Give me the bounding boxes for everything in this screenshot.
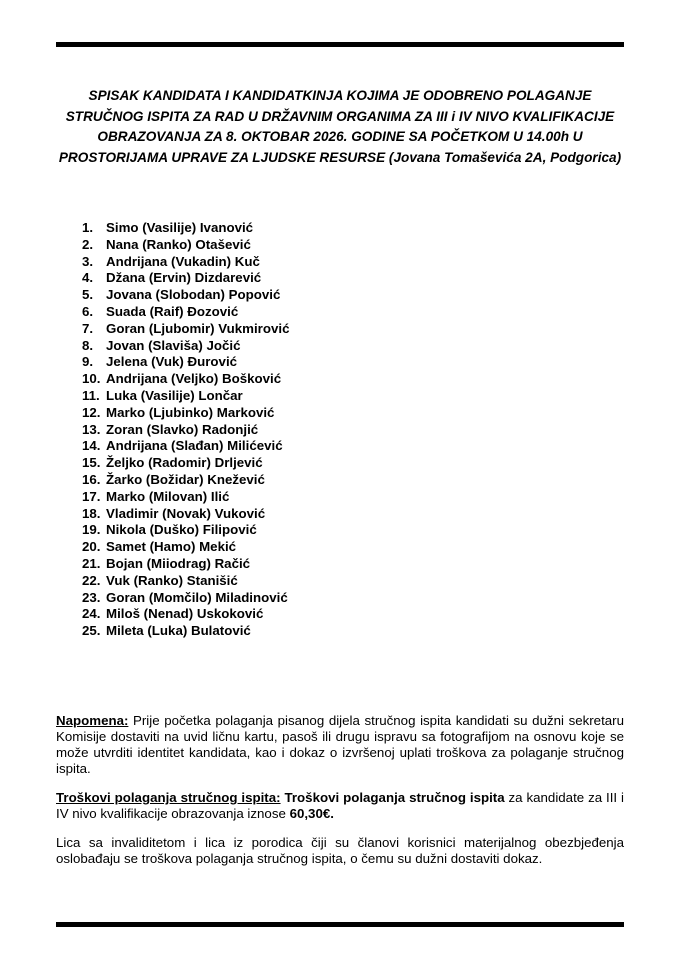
candidate-name: Jovan (Slaviša) Jočić [106,337,241,353]
candidate-name: Zoran (Slavko) Radonjić [106,421,259,437]
candidate-name: Miloš (Nenad) Uskoković [106,606,264,622]
exemption-paragraph: Lica sa invaliditetom i lica iz porodica čiji su članovi korisnici materijalnog obezbjeđenja oslobađaju se troškova polaganja stručnog ispita, o čemu su dužni dostaviti dokaz. [56,835,624,866]
candidate-number: 16. [82,471,101,487]
notes-section [56,713,624,880]
candidate-item [82,438,289,455]
candidate-number: 23. [82,589,101,605]
candidate-item [82,522,289,539]
costs-text: za kandidate za III i IV nivo kvalifikacije obrazovanja iznose [56,790,625,821]
candidate-item [82,556,289,573]
candidate-name: Goran (Momčilo) Miladinović [106,589,288,605]
candidate-number: 2. [82,236,94,252]
candidate-item [82,287,289,304]
candidate-name: Džana (Ervin) Dizdarević [106,270,262,286]
candidate-number: 10. [82,371,101,387]
candidate-item [82,606,289,623]
note-label: Napomena: [56,713,129,728]
candidate-item [82,623,289,640]
candidate-number: 17. [82,488,101,504]
candidate-list [82,220,289,640]
top-rule [56,42,624,47]
bottom-rule [56,922,624,927]
candidate-number: 3. [82,253,94,269]
costs-end: . [330,806,334,821]
candidate-number: 5. [82,287,94,303]
candidate-name: Goran (Ljubomir) Vukmirović [106,320,290,336]
candidate-name: Andrijana (Veljko) Bošković [106,371,282,387]
candidate-number: 14. [82,438,101,454]
candidate-number: 11. [82,387,100,403]
candidate-name: Nikola (Duško) Filipović [106,522,257,538]
candidate-item [82,405,289,422]
candidate-item [82,237,289,254]
candidate-number: 7. [82,320,94,336]
candidate-name: Željko (Radomir) Drljević [106,455,263,471]
note-paragraph [56,713,624,777]
candidate-name: Nana (Ranko) Otašević [106,236,251,252]
candidate-name: Luka (Vasilije) Lončar [106,387,243,403]
candidate-item [82,388,289,405]
candidate-item [82,573,289,590]
costs-amount: 60,30€ [289,806,331,821]
candidate-number: 15. [82,455,101,471]
candidate-item [82,338,289,355]
candidate-name: Andrijana (Slađan) Milićević [106,438,283,454]
candidate-item [82,220,289,237]
costs-paragraph [56,790,624,822]
candidate-name: Marko (Milovan) Ilić [106,488,230,504]
note-text: Prije početka polaganja pisanog dijela stručnog ispita kandidati su dužni sekretaru Komisije dostaviti na uvid ličnu kartu, pasoš ili drugu ispravu sa fotografijom na osnovu koje se može utvrditi identitet kandidata, kao i dokaz o izvršenoj uplati troškova za polaganje stručnog ispita. [56,713,624,776]
candidate-item [82,354,289,371]
candidate-name: Jovana (Slobodan) Popović [106,287,281,303]
document-title: SPISAK KANDIDATA I KANDIDATKINJA KOJIMA JE ODOBRENO POLAGANJE STRUČNOG ISPITA ZA RAD U DRŽAVNIM ORGANIMA ZA III i IV NIVO KVALIFIKACIJE OBRAZOVANJA ZA 8. OKTOBAR 2026. GODINE SA POČETKOM U 14.00h U PROSTORIJAMA UPRAVE ZA LJUDSKE RESURSE (Jovana Tomaševića 2A, Podgorica) [58,88,622,165]
candidate-item [82,371,289,388]
candidate-number: 1. [82,220,94,235]
candidate-number: 12. [82,404,101,420]
costs-bold-text: Troškovi polaganja stručnog ispita [280,790,505,805]
candidate-name: Vuk (Ranko) Stanišić [106,572,238,588]
candidate-number: 6. [82,303,94,319]
candidate-name: Andrijana (Vukadin) Kuč [106,253,260,269]
candidate-number: 8. [82,337,94,353]
candidate-number: 22. [82,572,101,588]
candidate-number: 20. [82,539,101,555]
candidate-number: 19. [82,522,101,538]
candidate-name: Samet (Hamo) Mekić [106,539,237,555]
candidate-number: 4. [82,270,94,286]
candidate-item [82,304,289,321]
candidate-name: Suada (Raif) Đozović [106,303,239,319]
candidate-name: Mileta (Luka) Bulatović [106,623,251,639]
candidate-name: Žarko (Božidar) Knežević [106,471,265,487]
candidate-name: Vladimir (Novak) Vuković [106,505,266,521]
candidate-number: 21. [82,555,101,571]
candidate-item [82,455,289,472]
candidate-number: 9. [82,354,94,370]
candidate-item [82,506,289,523]
candidate-number: 24. [82,606,101,622]
costs-label: Troškovi polaganja stručnog ispita: [56,790,281,805]
candidate-item [82,472,289,489]
candidate-item [82,254,289,271]
candidate-name: Marko (Ljubinko) Marković [106,404,275,420]
candidate-name: Bojan (Miiodrag) Račić [106,555,251,571]
candidate-item [82,270,289,287]
candidate-item [82,539,289,556]
candidate-item [82,489,289,506]
candidate-item [82,321,289,338]
candidate-number: 25. [82,623,101,639]
candidate-name: Simo (Vasilije) Ivanović [106,220,254,235]
candidate-name: Jelena (Vuk) Đurović [106,354,238,370]
candidate-number: 13. [82,421,101,437]
candidate-item [82,422,289,439]
candidate-number: 18. [82,505,101,521]
candidate-item [82,590,289,607]
